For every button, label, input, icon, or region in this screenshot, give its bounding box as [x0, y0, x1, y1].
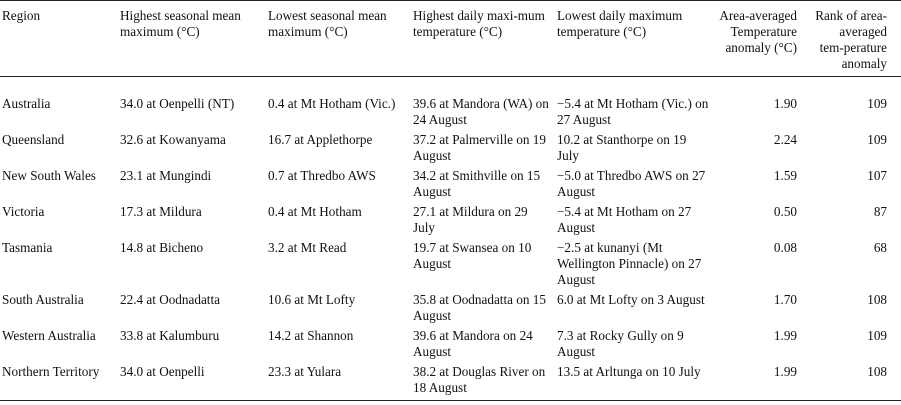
table-row: [0, 236, 901, 288]
cell-rank: 109: [867, 132, 887, 147]
cell-lowest-seasonal: 0.7 at Thredbo AWS: [268, 168, 376, 183]
cell-highest-daily: 19.7 at Swansea on 10 August: [413, 240, 532, 271]
cell-anomaly: 1.70: [773, 292, 797, 307]
temperature-table: [0, 2, 901, 404]
header-lowest-daily-max: Lowest daily maximum temperature (°C): [555, 2, 715, 77]
cell-lowest-daily: 7.3 at Rocky Gully on 9 August: [557, 328, 684, 359]
cell-rank: 109: [867, 96, 887, 111]
cell-lowest-daily: 13.5 at Arltunga on 10 July: [557, 364, 701, 379]
cell-region: Victoria: [2, 204, 45, 219]
cell-highest-daily: 39.6 at Mandora on 24 August: [413, 328, 533, 359]
cell-anomaly: 0.08: [773, 240, 797, 255]
cell-highest-seasonal: 14.8 at Bicheno: [120, 240, 204, 255]
table-row: [0, 324, 901, 360]
cell-lowest-daily: −2.5 at kunanyi (Mt Wellington Pinnacle) on 27 August: [557, 240, 702, 287]
table-top-rule: [0, 0, 901, 1]
cell-highest-daily: 37.2 at Palmerville on 19 August: [413, 132, 546, 163]
cell-rank: 87: [873, 204, 887, 219]
table-bottom-rule: [0, 400, 901, 401]
cell-highest-seasonal: 17.3 at Mildura: [120, 204, 202, 219]
cell-region: Australia: [2, 96, 51, 111]
cell-lowest-seasonal: 0.4 at Mt Hotham (Vic.): [268, 96, 396, 111]
cell-lowest-daily: 10.2 at Stanthorpe on 19 July: [557, 132, 687, 163]
cell-rank: 108: [867, 364, 887, 379]
table-row: [0, 128, 901, 164]
cell-lowest-seasonal: 10.6 at Mt Lofty: [268, 292, 356, 307]
cell-anomaly: 1.59: [773, 168, 797, 183]
cell-highest-seasonal: 23.1 at Mungindi: [120, 168, 212, 183]
cell-highest-daily: 34.2 at Smithville on 15 August: [413, 168, 541, 199]
header-area-averaged-anomaly: Area-averaged Temperature anomaly (°C): [715, 2, 813, 77]
table-row: [0, 360, 901, 404]
cell-region: South Australia: [2, 292, 84, 307]
table-row: [0, 164, 901, 200]
header-rank-anomaly: Rank of area-averaged tem-perature anomaly: [813, 2, 901, 77]
cell-anomaly: 0.50: [773, 204, 797, 219]
header-highest-seasonal-mean-max: Highest seasonal mean maximum (°C): [118, 2, 266, 77]
table-row: [0, 288, 901, 324]
cell-lowest-seasonal: 3.2 at Mt Read: [268, 240, 347, 255]
cell-anomaly: 1.99: [773, 328, 797, 343]
cell-lowest-seasonal: 16.7 at Applethorpe: [268, 132, 373, 147]
cell-lowest-seasonal: 23.3 at Yulara: [268, 364, 342, 379]
cell-lowest-seasonal: 0.4 at Mt Hotham: [268, 204, 362, 219]
table-row: [0, 77, 901, 129]
table-row: [0, 200, 901, 236]
cell-region: Western Australia: [2, 328, 96, 343]
cell-rank: 108: [867, 292, 887, 307]
header-region: Region: [0, 2, 118, 77]
cell-rank: 107: [867, 168, 887, 183]
cell-lowest-daily: −5.4 at Mt Hotham on 27 August: [557, 204, 692, 235]
cell-region: New South Wales: [2, 168, 96, 183]
cell-highest-seasonal: 22.4 at Oodnadatta: [120, 292, 220, 307]
cell-rank: 109: [867, 328, 887, 343]
cell-highest-daily: 38.2 at Douglas River on 18 August: [413, 364, 546, 395]
cell-highest-seasonal: 32.6 at Kowanyama: [120, 132, 226, 147]
cell-highest-daily: 35.8 at Oodnadatta on 15 August: [413, 292, 546, 323]
cell-region: Tasmania: [2, 240, 53, 255]
cell-highest-daily: 27.1 at Mildura on 29 July: [413, 204, 528, 235]
cell-lowest-daily: 6.0 at Mt Lofty on 3 August: [557, 292, 705, 307]
cell-region: Northern Territory: [2, 364, 100, 379]
cell-lowest-seasonal: 14.2 at Shannon: [268, 328, 354, 343]
table-header-row: [0, 2, 901, 77]
header-highest-daily-max: Highest daily maxi-mum temperature (°C): [411, 2, 555, 77]
cell-highest-seasonal: 33.8 at Kalumburu: [120, 328, 220, 343]
cell-highest-seasonal: 34.0 at Oenpelli (NT): [120, 96, 235, 111]
cell-lowest-daily: −5.4 at Mt Hotham (Vic.) on 27 August: [557, 96, 709, 127]
cell-region: Queensland: [2, 132, 65, 147]
cell-anomaly: 1.99: [773, 364, 797, 379]
cell-highest-daily: 39.6 at Mandora (WA) on 24 August: [413, 96, 549, 127]
cell-anomaly: 2.24: [773, 132, 797, 147]
cell-rank: 68: [873, 240, 887, 255]
cell-anomaly: 1.90: [773, 96, 797, 111]
header-lowest-seasonal-mean-max: Lowest seasonal mean maximum (°C): [266, 2, 411, 77]
cell-highest-seasonal: 34.0 at Oenpelli: [120, 364, 205, 379]
cell-lowest-daily: −5.0 at Thredbo AWS on 27 August: [557, 168, 706, 199]
